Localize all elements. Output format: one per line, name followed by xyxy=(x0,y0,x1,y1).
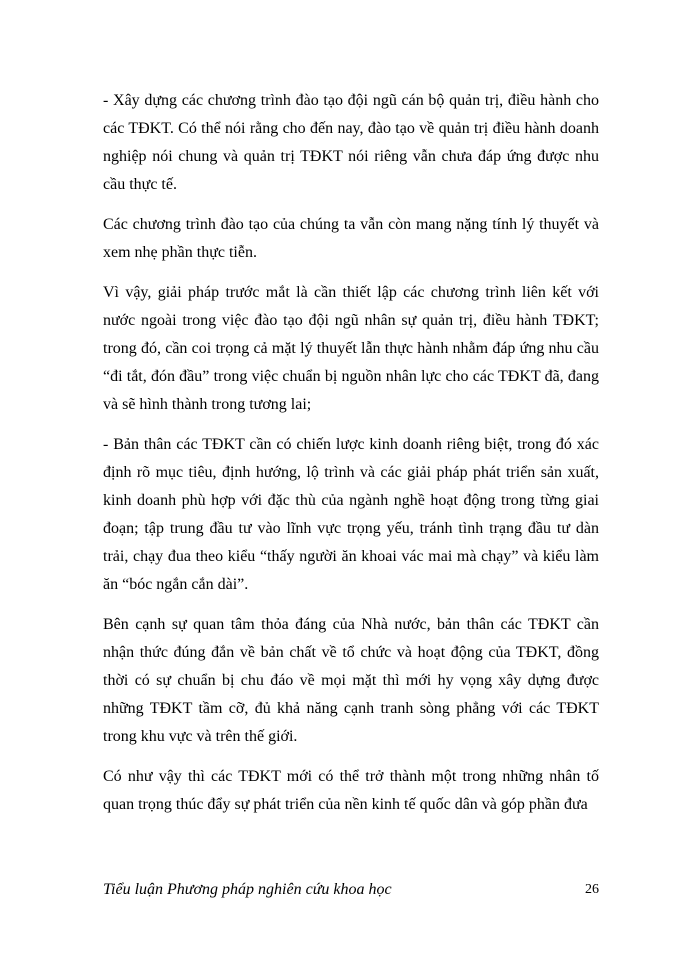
paragraph: Các chương trình đào tạo của chúng ta vẫn còn mang nặng tính lý thuyết và xem nhẹ phần thực tiễn. xyxy=(103,216,599,261)
paragraph: - Xây dựng các chương trình đào tạo đội ngũ cán bộ quản trị, điều hành cho các TĐKT. Có thể nói rằng cho đến nay, đào tạo về quản trị điều hành doanh nghiệp nói chung và quản trị TĐKT nói riêng vẫn chưa đáp ứng được nhu cầu thực tế. xyxy=(103,92,599,193)
page-footer xyxy=(103,879,599,901)
footer-title: Tiểu luận Phương pháp nghiên cứu khoa học xyxy=(103,881,392,898)
paragraph: Có như vậy thì các TĐKT mới có thể trở thành một trong những nhân tố quan trọng thúc đẩy sự phát triển của nền kinh tế quốc dân và góp phần đưa xyxy=(103,768,599,813)
paragraph: Vì vậy, giải pháp trước mắt là cần thiết lập các chương trình liên kết với nước ngoài trong việc đào tạo đội ngũ nhân sự quản trị, điều hành TĐKT; trong đó, cần coi trọng cả mặt lý thuyết lẫn thực hành nhằm đáp ứng nhu cầu “đi tắt, đón đầu” trong việc chuẩn bị nguồn nhân lực cho các TĐKT đã, đang và sẽ hình thành trong tương lai; xyxy=(103,284,599,413)
paragraph: - Bản thân các TĐKT cần có chiến lược kinh doanh riêng biệt, trong đó xác định rõ mục tiêu, định hướng, lộ trình và các giải pháp phát triển sản xuất, kinh doanh phù hợp với đặc thù của ngành nghề hoạt động trong từng giai đoạn; tập trung đầu tư vào lĩnh vực trọng yếu, tránh tình trạng đầu tư dàn trải, chạy đua theo kiểu “thấy người ăn khoai vác mai mà chạy” và kiểu làm ăn “bóc ngắn cắn dài”. xyxy=(103,436,599,593)
paragraph: Bên cạnh sự quan tâm thỏa đáng của Nhà nước, bản thân các TĐKT cần nhận thức đúng đắn về bản chất về tổ chức và hoạt động của TĐKT, đồng thời có sự chuẩn bị chu đáo về mọi mặt thì mới hy vọng xây dựng được những TĐKT tầm cỡ, đủ khả năng cạnh tranh sòng phẳng với các TĐKT trong khu vực và trên thế giới. xyxy=(103,616,599,745)
page-body xyxy=(103,87,599,831)
page-number: 26 xyxy=(585,882,599,897)
